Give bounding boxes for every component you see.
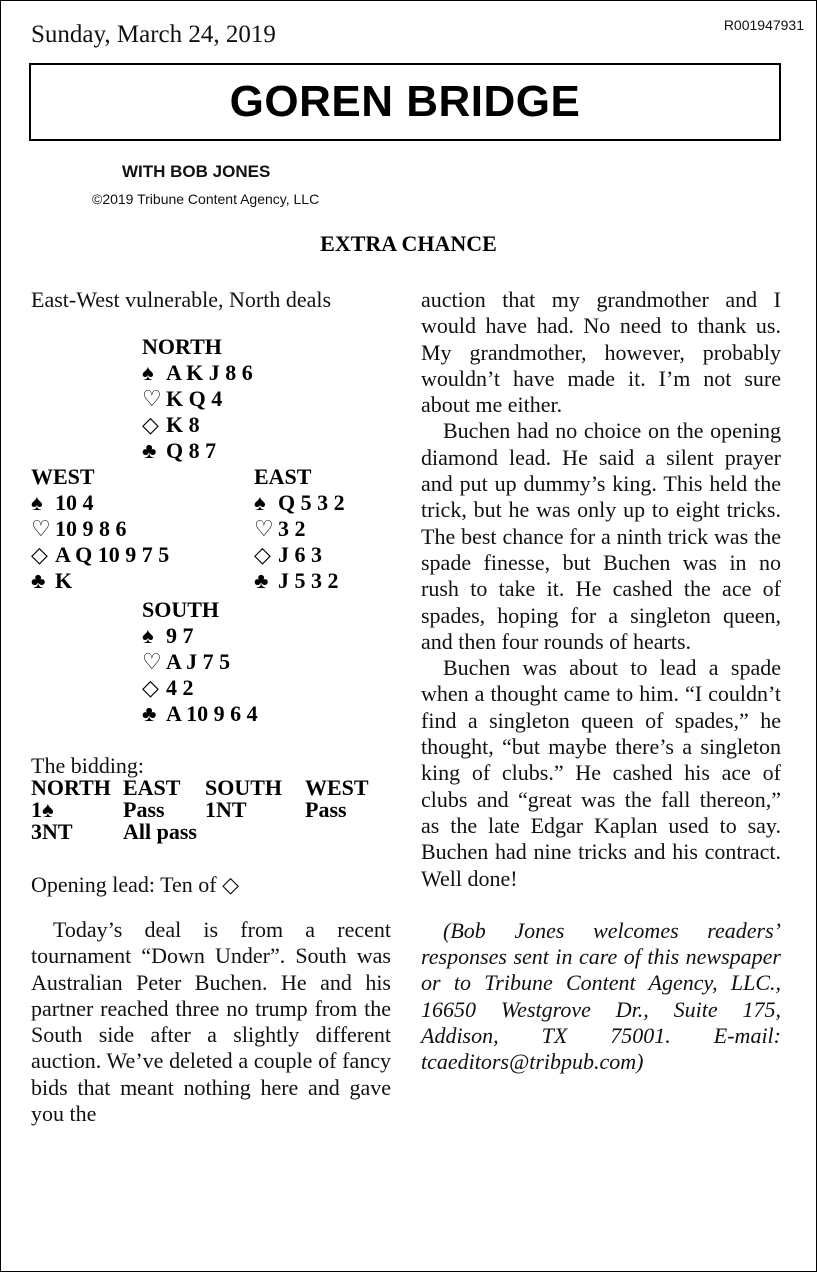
bidding-row xyxy=(31,799,397,821)
club-icon: ♣ xyxy=(142,438,157,463)
holding-cards: K xyxy=(55,568,73,593)
title-box xyxy=(29,63,781,141)
holding-cards: 10 9 8 6 xyxy=(55,516,127,541)
column-title: GOREN BRIDGE xyxy=(229,77,581,126)
spades-holding xyxy=(31,490,169,516)
hearts-holding xyxy=(142,649,258,675)
bid-cell: 1NT xyxy=(205,797,247,822)
holding-cards: 4 2 xyxy=(166,675,194,700)
holding-cards: Q 5 3 2 xyxy=(278,490,345,515)
bid-header: NORTH xyxy=(31,775,111,800)
article-left-column xyxy=(31,917,391,1127)
holding-cards: 10 4 xyxy=(55,490,94,515)
byline: WITH BOB JONES xyxy=(122,162,271,181)
west-hand xyxy=(31,464,169,594)
heart-icon: ♡ xyxy=(254,516,274,541)
diamond-icon: ◇ xyxy=(31,542,48,567)
bid-cell: Pass xyxy=(123,797,165,822)
bid-cell: All pass xyxy=(123,819,197,844)
hand-name: NORTH xyxy=(142,334,222,359)
clubs-holding xyxy=(254,568,345,594)
holding-cards: A K J 8 6 xyxy=(166,360,253,385)
diamonds-holding xyxy=(254,542,345,568)
clubs-holding xyxy=(142,438,253,464)
diamonds-holding xyxy=(31,542,169,568)
holding-cards: Q 8 7 xyxy=(166,438,217,463)
spades-holding xyxy=(142,360,253,386)
copyright: ©2019 Tribune Content Agency, LLC xyxy=(92,191,320,207)
south-hand xyxy=(142,597,258,727)
club-icon: ♣ xyxy=(254,568,269,593)
contact-note: (Bob Jones welcomes readers’ responses sent in care of this newspaper or to Tribune Content Agency, LLC., 16650 Westgrove Dr., Suite 175, Addison, TX 75001. E-mail: tcaeditors@tribpub.com) xyxy=(421,917,781,1075)
holding-cards: J 6 3 xyxy=(278,542,322,567)
holding-cards: A J 7 5 xyxy=(166,649,231,674)
diamond-icon: ◇ xyxy=(142,412,159,437)
diamonds-holding xyxy=(142,412,253,438)
bid-cell xyxy=(205,821,305,843)
diamond-icon: ◇ xyxy=(142,675,159,700)
opening-lead: Opening lead: Ten of ◇ xyxy=(31,872,240,897)
east-hand xyxy=(254,464,345,594)
article-paragraph-continued: auction that my grandmother and I would have had. No need to thank us. My grandmother, however, probably wouldn’t have made it. I’m not sure about me either. xyxy=(421,287,781,418)
spade-icon: ♠ xyxy=(142,360,154,385)
bid-header: EAST xyxy=(123,775,181,800)
hand-name: EAST xyxy=(254,464,312,489)
bidding-label: The bidding: xyxy=(31,753,145,778)
bid-cell xyxy=(305,821,397,843)
heart-icon: ♡ xyxy=(142,649,162,674)
spades-holding xyxy=(254,490,345,516)
holding-cards: A 10 9 6 4 xyxy=(166,701,258,726)
hearts-holding xyxy=(142,386,253,412)
bid-header: SOUTH xyxy=(205,775,283,800)
article-paragraph: Today’s deal is from a recent tournament “Down Under”. South was Australian Peter Buchen. He and his partner reached three no trump from the South side after a slightly different auction. We’ve deleted a couple of fancy bids that meant nothing here and gave you the xyxy=(31,917,391,1127)
bid-cell: 3NT xyxy=(31,819,73,844)
hearts-holding xyxy=(31,516,169,542)
clubs-holding xyxy=(142,701,258,727)
club-icon: ♣ xyxy=(142,701,157,726)
club-icon: ♣ xyxy=(31,568,46,593)
article-paragraph: Buchen had no choice on the opening diamond lead. He said a silent prayer and put up dummy’s king. This held the trick, but he was only up to eight tricks. The best chance for a ninth trick was the spade finesse, but Buchen was in no rush to take it. He cashed the ace of spades, hoping for a singleton queen, and then four rounds of hearts. xyxy=(421,418,781,654)
article-code: R001947931 xyxy=(723,17,804,33)
diamonds-holding xyxy=(142,675,258,701)
holding-cards: 3 2 xyxy=(278,516,306,541)
bid-header: WEST xyxy=(305,775,369,800)
bid-cell: 1♠ xyxy=(31,797,54,822)
holding-cards: 9 7 xyxy=(166,623,194,648)
article-paragraph: Buchen was about to lead a spade when a thought came to him. “I couldn’t find a singleton queen of spades,” he thought, “but maybe there’s a singleton king of clubs.” He cashed his ace of clubs and “great was the fall thereon,” as the late Edgar Kaplan used to say. Buchen had nine tricks and his contract. Well done! xyxy=(421,655,781,891)
spades-holding xyxy=(142,623,258,649)
bidding-table xyxy=(31,777,397,843)
clubs-holding xyxy=(31,568,169,594)
bidding-header-row xyxy=(31,777,397,799)
heart-icon: ♡ xyxy=(142,386,162,411)
holding-cards: K Q 4 xyxy=(166,386,223,411)
diamond-icon: ◇ xyxy=(254,542,271,567)
holding-cards: K 8 xyxy=(166,412,200,437)
bid-cell: Pass xyxy=(305,797,347,822)
heart-icon: ♡ xyxy=(31,516,51,541)
bidding-row xyxy=(31,821,397,843)
spade-icon: ♠ xyxy=(31,490,43,515)
article-right-column xyxy=(421,287,781,1076)
vulnerability-line: East-West vulnerable, North deals xyxy=(31,287,332,312)
hearts-holding xyxy=(254,516,345,542)
hand-name: SOUTH xyxy=(142,597,220,622)
spade-icon: ♠ xyxy=(142,623,154,648)
holding-cards: J 5 3 2 xyxy=(278,568,339,593)
holding-cards: A Q 10 9 7 5 xyxy=(55,542,170,567)
hand-name: WEST xyxy=(31,464,95,489)
spade-icon: ♠ xyxy=(254,490,266,515)
headline: EXTRA CHANCE xyxy=(320,231,497,256)
north-hand xyxy=(142,334,253,464)
publication-date: Sunday, March 24, 2019 xyxy=(31,21,276,48)
